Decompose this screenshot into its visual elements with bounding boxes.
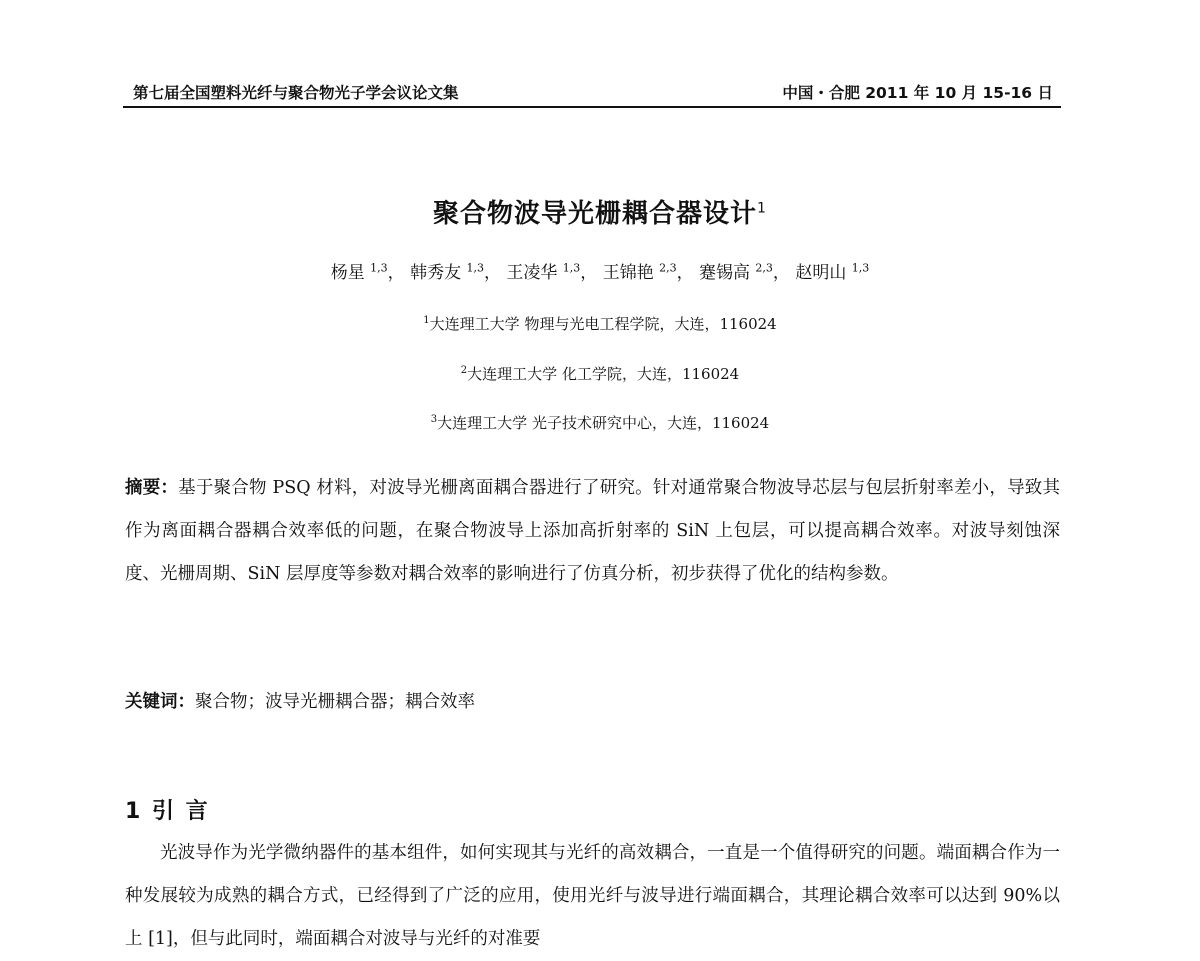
affiliation-mark: 1 <box>423 315 430 326</box>
author-name: 蹇锡高 <box>699 263 751 283</box>
section-heading: 1 引 言 <box>125 799 210 824</box>
author-name: 赵明山 <box>795 263 847 283</box>
affiliation <box>0 313 1200 334</box>
affiliation-mark: 2 <box>460 365 468 376</box>
keywords <box>125 688 475 713</box>
author-list: 杨星 $^{1,3}$， 韩秀友 $^{1,3}$， 王凌华 $^{1,3}$， 王锦艳 $^{2,3}$， 蹇锡高 $^{2,3}$， 赵明山 $^{1,3}$ <box>330 261 870 283</box>
author <box>795 263 869 283</box>
author <box>603 263 677 283</box>
keywords-label: 关键词： <box>125 692 195 712</box>
affiliation-text: 大连理工大学 光子技术研究中心，大连，116024 <box>437 414 770 432</box>
affiliation <box>0 412 1200 433</box>
author <box>506 263 580 283</box>
running-header <box>123 76 1061 108</box>
abstract <box>125 467 1060 596</box>
affiliation-text: 大连理工大学 化工学院，大连，116024 <box>467 365 740 383</box>
paper-title <box>0 193 1200 230</box>
author-affiliation-mark: 1,3 <box>562 261 581 275</box>
author-affiliation-mark: 1,3 <box>466 261 484 275</box>
affiliation <box>0 363 1200 384</box>
author-affiliation-mark: 1,3 <box>370 261 388 275</box>
author-affiliation-mark: 2,3 <box>755 261 773 275</box>
header-location-date: 中国・合肥 2011 年 10 月 15-16 日 <box>782 84 1053 102</box>
keywords-text: 聚合物；波导光栅耦合器；耦合效率 <box>195 692 475 712</box>
author-name: 王凌华 <box>506 263 558 283</box>
abstract-text: 基于聚合物 PSQ 材料，对波导光栅离面耦合器进行了研究。针对通常聚合物波导芯层与包层折射率差小，导致其作为离面耦合器耦合效率低的问题，在聚合物波导上添加高折射率的 SiN 上包层，可以提高耦合效率。对波导刻蚀深度、光栅周期、SiN 层厚度等参数对耦合效率的影响进行了仿真分析，初步获得了优化的结构参数。 <box>125 478 1061 584</box>
author-affiliation-mark: 2,3 <box>659 261 677 275</box>
author <box>699 263 773 283</box>
affiliation-text: 大连理工大学 物理与光电工程学院，大连，116024 <box>429 315 777 333</box>
header-proceedings-title: 第七届全国塑料光纤与聚合物光子学会议论文集 <box>133 84 459 102</box>
author-affiliation-mark: 1,3 <box>851 261 870 275</box>
title-footnote-mark: 1 <box>757 200 767 217</box>
author <box>331 263 388 283</box>
author <box>410 263 484 283</box>
paper-title-text: 聚合物波导光栅耦合器设计 <box>433 199 758 229</box>
author-name: 杨星 <box>330 263 365 283</box>
abstract-label: 摘要： <box>125 478 179 498</box>
affiliation-mark: 3 <box>430 414 438 425</box>
intro-paragraph: 光波导作为光学微纳器件的基本组件，如何实现其与光纤的高效耦合，一直是一个值得研究的问题。端面耦合作为一种发展较为成熟的耦合方式，已经得到了广泛的应用，使用光纤与波导进行端面耦合，其理论耦合效率可以达到 90%以上 [1]，但与此同时，端面耦合对波导与光纤的对准要 <box>125 843 1060 949</box>
author-name: 王锦艳 <box>602 263 654 283</box>
author-name: 韩秀友 <box>410 263 462 283</box>
